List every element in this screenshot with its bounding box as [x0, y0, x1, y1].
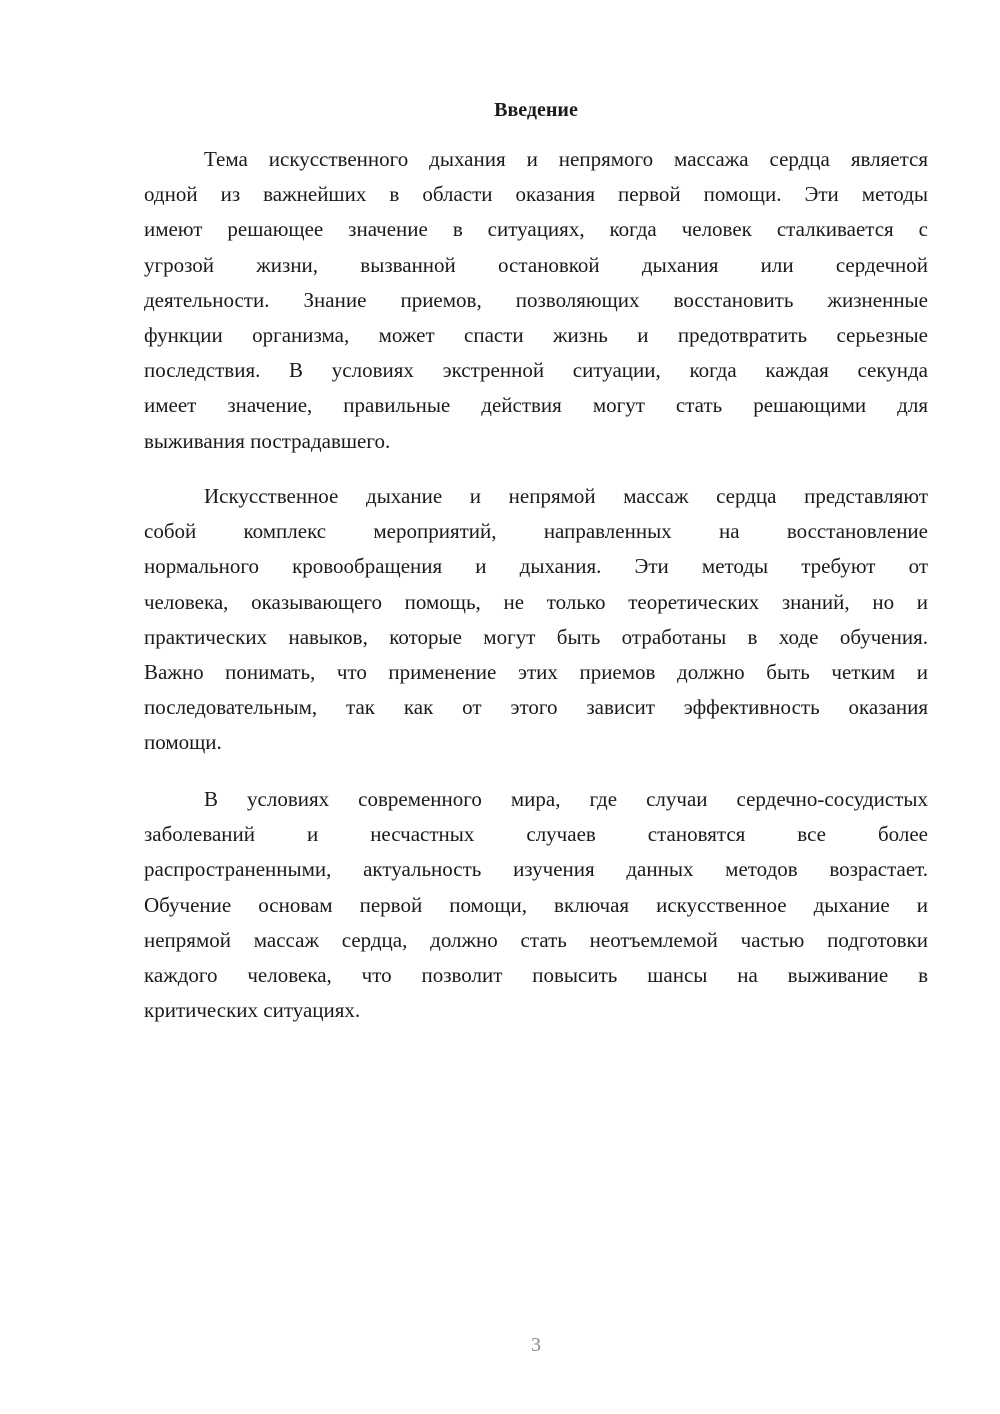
- text-line: последовательным, так как от этого зависит эффективность оказания: [144, 695, 928, 720]
- text-line: В условиях современного мира, где случаи сердечно-сосудистых: [204, 787, 928, 811]
- text-line: функции организма, может спасти жизнь и предотвратить серьезные: [144, 322, 928, 347]
- text-line: последствия. В условиях экстренной ситуации, когда каждая секунда: [144, 358, 928, 383]
- section-title: Введение: [494, 99, 578, 121]
- paragraph-1: [144, 142, 928, 459]
- paragraph-3: [144, 782, 928, 1028]
- text-line: Тема искусственного дыхания и непрямого массажа сердца является: [204, 147, 928, 171]
- text-line: Обучение основам первой помощи, включая искусственное дыхание и: [144, 892, 928, 917]
- text-line: помощи.: [144, 730, 222, 755]
- text-line: Искусственное дыхание и непрямой массаж сердца представляют: [204, 484, 928, 508]
- text-line: непрямой массаж сердца, должно стать неотъемлемой частью подготовки: [144, 927, 928, 952]
- text-line: нормального кровообращения и дыхания. Эти методы требуют от: [144, 554, 928, 579]
- paragraph-2: [144, 479, 928, 761]
- text-line: критических ситуациях.: [144, 998, 361, 1023]
- text-line: Важно понимать, что применение этих приемов должно быть четким и: [144, 659, 928, 684]
- text-line: угрозой жизни, вызванной остановкой дыхания или сердечной: [144, 252, 928, 277]
- text-line: практических навыков, которые могут быть отработаны в ходе обучения.: [144, 624, 928, 649]
- text-line: деятельности. Знание приемов, позволяющих восстановить жизненные: [144, 287, 928, 312]
- text-line: имеют решающее значение в ситуациях, когда человек сталкивается с: [144, 217, 928, 242]
- text-line: выживания пострадавшего.: [144, 428, 391, 453]
- text-line: каждого человека, что позволит повысить шансы на выживание в: [144, 962, 928, 987]
- text-line: собой комплекс мероприятий, направленных на восстановление: [144, 519, 928, 544]
- text-line: имеет значение, правильные действия могут стать решающими для: [144, 393, 928, 418]
- text-line: заболеваний и несчастных случаев становятся все более: [144, 822, 928, 847]
- text-line: одной из важнейших в области оказания первой помощи. Эти методы: [144, 182, 928, 207]
- text-line: распространенными, актуальность изучения данных методов возрастает.: [144, 857, 928, 882]
- text-line: человека, оказывающего помощь, не только теоретических знаний, но и: [144, 589, 928, 614]
- page-number: 3: [531, 1334, 541, 1356]
